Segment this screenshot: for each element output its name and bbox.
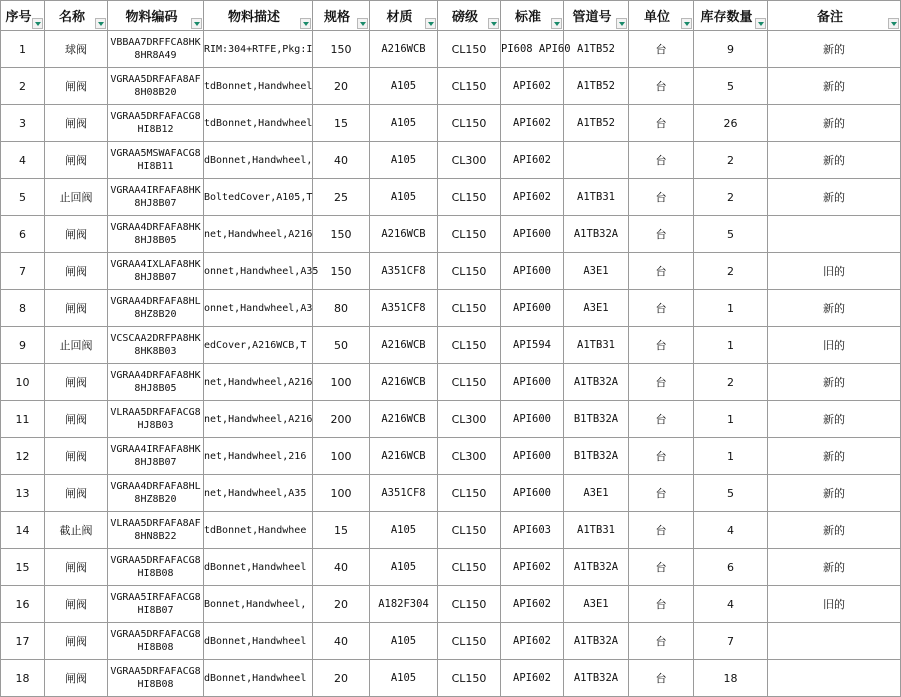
- cell-quantity[interactable]: 1: [694, 327, 768, 364]
- header-label: 库存数量: [700, 10, 753, 25]
- filter-dropdown-icon[interactable]: [191, 18, 202, 29]
- cell-standard[interactable]: API600: [501, 364, 564, 401]
- cell-code[interactable]: VBBAA7DRFFCA8HK8HR8A49: [108, 31, 204, 68]
- cell-size[interactable]: 200: [313, 401, 370, 438]
- cell-no[interactable]: 13: [1, 475, 45, 512]
- cell-unit[interactable]: 台: [629, 364, 694, 401]
- header-desc: [204, 1, 313, 31]
- cell-material[interactable]: A216WCB: [370, 327, 438, 364]
- cell-line-no[interactable]: A1TB32A: [564, 364, 629, 401]
- cell-name[interactable]: 闸阀: [45, 216, 108, 253]
- cell-desc[interactable]: tdBonnet,Handwheel: [204, 105, 313, 142]
- cell-class[interactable]: CL150: [438, 105, 501, 142]
- filter-dropdown-icon[interactable]: [681, 18, 692, 29]
- cell-code[interactable]: VGRAA4IRFAFA8HK8HJ8B07: [108, 179, 204, 216]
- header-code: [108, 1, 204, 31]
- cell-quantity[interactable]: 7: [694, 623, 768, 660]
- table-row: [1, 660, 901, 697]
- cell-standard[interactable]: API600: [501, 290, 564, 327]
- header-material: [370, 1, 438, 31]
- header-label: 物料编码: [125, 10, 178, 25]
- cell-size[interactable]: 20: [313, 586, 370, 623]
- cell-material[interactable]: A105: [370, 623, 438, 660]
- filter-dropdown-icon[interactable]: [357, 18, 368, 29]
- cell-quantity[interactable]: 4: [694, 512, 768, 549]
- cell-size[interactable]: 25: [313, 179, 370, 216]
- cell-line-no[interactable]: A1TB52: [564, 68, 629, 105]
- cell-remark[interactable]: 新的: [768, 549, 901, 586]
- cell-desc[interactable]: BoltedCover,A105,T: [204, 179, 313, 216]
- cell-desc[interactable]: dBonnet,Handwheel: [204, 660, 313, 697]
- header-size: [313, 1, 370, 31]
- cell-no[interactable]: 15: [1, 549, 45, 586]
- filter-dropdown-icon[interactable]: [888, 18, 899, 29]
- cell-line-no[interactable]: A1TB31: [564, 512, 629, 549]
- cell-line-no[interactable]: A1TB32A: [564, 549, 629, 586]
- cell-size[interactable]: 150: [313, 253, 370, 290]
- cell-remark[interactable]: 新的: [768, 364, 901, 401]
- cell-class[interactable]: CL300: [438, 438, 501, 475]
- cell-class[interactable]: CL150: [438, 623, 501, 660]
- filter-dropdown-icon[interactable]: [551, 18, 562, 29]
- cell-remark[interactable]: 旧的: [768, 253, 901, 290]
- cell-name[interactable]: 闸阀: [45, 438, 108, 475]
- cell-unit[interactable]: 台: [629, 290, 694, 327]
- cell-standard[interactable]: API602: [501, 586, 564, 623]
- cell-name[interactable]: 闸阀: [45, 586, 108, 623]
- cell-no[interactable]: 18: [1, 660, 45, 697]
- cell-unit[interactable]: 台: [629, 438, 694, 475]
- cell-material[interactable]: A105: [370, 549, 438, 586]
- cell-line-no[interactable]: A1TB32A: [564, 660, 629, 697]
- cell-standard[interactable]: API602: [501, 179, 564, 216]
- cell-unit[interactable]: 台: [629, 401, 694, 438]
- cell-line-no[interactable]: A1TB32A: [564, 623, 629, 660]
- cell-no[interactable]: 7: [1, 253, 45, 290]
- header-name: [45, 1, 108, 31]
- table-row: [1, 31, 901, 68]
- cell-size[interactable]: 15: [313, 512, 370, 549]
- cell-name[interactable]: 止回阀: [45, 179, 108, 216]
- cell-code[interactable]: VGRAA5DRFAFACG8HI8B08: [108, 549, 204, 586]
- cell-name[interactable]: 闸阀: [45, 475, 108, 512]
- header-label: 标准: [514, 10, 541, 25]
- cell-size[interactable]: 20: [313, 68, 370, 105]
- header-label: 单位: [643, 10, 670, 25]
- cell-name[interactable]: 闸阀: [45, 105, 108, 142]
- filter-dropdown-icon[interactable]: [425, 18, 436, 29]
- cell-desc[interactable]: net,Handwheel,A216: [204, 401, 313, 438]
- cell-size[interactable]: 100: [313, 475, 370, 512]
- cell-code[interactable]: VGRAA5DRFAFACG8HI8B12: [108, 105, 204, 142]
- cell-size[interactable]: 80: [313, 290, 370, 327]
- filter-dropdown-icon[interactable]: [95, 18, 106, 29]
- table-row: [1, 475, 901, 512]
- cell-unit[interactable]: 台: [629, 216, 694, 253]
- cell-no[interactable]: 5: [1, 179, 45, 216]
- cell-class[interactable]: CL300: [438, 401, 501, 438]
- table-row: [1, 105, 901, 142]
- table-row: [1, 179, 901, 216]
- table-row: [1, 623, 901, 660]
- cell-class[interactable]: CL150: [438, 586, 501, 623]
- cell-standard[interactable]: API602: [501, 142, 564, 179]
- table-row: [1, 68, 901, 105]
- cell-standard[interactable]: API602: [501, 68, 564, 105]
- cell-material[interactable]: A351CF8: [370, 253, 438, 290]
- cell-quantity[interactable]: 9: [694, 31, 768, 68]
- cell-unit[interactable]: 台: [629, 623, 694, 660]
- cell-desc[interactable]: Bonnet,Handwheel,: [204, 586, 313, 623]
- header-label: 管道号: [572, 10, 612, 25]
- cell-standard[interactable]: API602: [501, 623, 564, 660]
- cell-name[interactable]: 止回阀: [45, 327, 108, 364]
- cell-size[interactable]: 100: [313, 364, 370, 401]
- cell-line-no[interactable]: A1TB31: [564, 179, 629, 216]
- cell-remark[interactable]: 新的: [768, 68, 901, 105]
- cell-line-no[interactable]: A1TB52: [564, 31, 629, 68]
- cell-unit[interactable]: 台: [629, 327, 694, 364]
- header-remark: [768, 1, 901, 31]
- header-row: [1, 1, 901, 31]
- cell-line-no[interactable]: A1TB32A: [564, 216, 629, 253]
- header-quantity: [694, 1, 768, 31]
- cell-code[interactable]: VCSCAA2DRFPA8HK8HK8B03: [108, 327, 204, 364]
- cell-quantity[interactable]: 5: [694, 216, 768, 253]
- header-no: [1, 1, 45, 31]
- cell-material[interactable]: A105: [370, 512, 438, 549]
- cell-code[interactable]: VGRAA5IRFAFACG8HI8B07: [108, 586, 204, 623]
- table-row: [1, 438, 901, 475]
- cell-class[interactable]: CL150: [438, 327, 501, 364]
- cell-desc[interactable]: dBonnet,Handwheel: [204, 623, 313, 660]
- cell-line-no[interactable]: A3E1: [564, 586, 629, 623]
- cell-remark[interactable]: 新的: [768, 475, 901, 512]
- filter-dropdown-icon[interactable]: [616, 18, 627, 29]
- cell-size[interactable]: 40: [313, 142, 370, 179]
- cell-unit[interactable]: 台: [629, 142, 694, 179]
- cell-quantity[interactable]: 2: [694, 142, 768, 179]
- table-row: [1, 586, 901, 623]
- table-row: [1, 216, 901, 253]
- cell-standard[interactable]: API600: [501, 401, 564, 438]
- cell-remark[interactable]: 新的: [768, 179, 901, 216]
- table-row: [1, 549, 901, 586]
- cell-name[interactable]: 闸阀: [45, 401, 108, 438]
- cell-unit[interactable]: 台: [629, 179, 694, 216]
- cell-unit[interactable]: 台: [629, 475, 694, 512]
- cell-class[interactable]: CL150: [438, 68, 501, 105]
- cell-unit[interactable]: 台: [629, 549, 694, 586]
- cell-no[interactable]: 10: [1, 364, 45, 401]
- cell-desc[interactable]: tdBonnet,Handwhee: [204, 512, 313, 549]
- cell-unit[interactable]: 台: [629, 253, 694, 290]
- cell-code[interactable]: VGRAA5MSWAFACG8HI8B11: [108, 142, 204, 179]
- cell-code[interactable]: VGRAA5DRFAFACG8HI8B08: [108, 660, 204, 697]
- cell-remark[interactable]: 新的: [768, 105, 901, 142]
- cell-line-no[interactable]: A3E1: [564, 253, 629, 290]
- cell-quantity[interactable]: 5: [694, 68, 768, 105]
- cell-remark[interactable]: 新的: [768, 401, 901, 438]
- cell-size[interactable]: 15: [313, 105, 370, 142]
- cell-line-no[interactable]: B1TB32A: [564, 438, 629, 475]
- header-class: [438, 1, 501, 31]
- cell-name[interactable]: 闸阀: [45, 290, 108, 327]
- cell-standard[interactable]: PI608 API60: [501, 31, 564, 68]
- cell-quantity[interactable]: 2: [694, 179, 768, 216]
- cell-name[interactable]: 闸阀: [45, 660, 108, 697]
- cell-unit[interactable]: 台: [629, 660, 694, 697]
- cell-name[interactable]: 闸阀: [45, 549, 108, 586]
- filter-dropdown-icon[interactable]: [32, 18, 43, 29]
- cell-class[interactable]: CL150: [438, 216, 501, 253]
- cell-line-no[interactable]: [564, 142, 629, 179]
- cell-unit[interactable]: 台: [629, 586, 694, 623]
- cell-code[interactable]: VLRAA5DRFAFACG8HJ8B03: [108, 401, 204, 438]
- cell-size[interactable]: 40: [313, 549, 370, 586]
- cell-size[interactable]: 20: [313, 660, 370, 697]
- cell-class[interactable]: CL150: [438, 179, 501, 216]
- cell-class[interactable]: CL150: [438, 253, 501, 290]
- cell-line-no[interactable]: A3E1: [564, 290, 629, 327]
- cell-no[interactable]: 17: [1, 623, 45, 660]
- cell-code[interactable]: VGRAA5DRFAFA8AF8H08B20: [108, 68, 204, 105]
- filter-dropdown-icon[interactable]: [300, 18, 311, 29]
- cell-class[interactable]: CL150: [438, 364, 501, 401]
- cell-no[interactable]: 1: [1, 31, 45, 68]
- cell-quantity[interactable]: 5: [694, 475, 768, 512]
- header-label: 序号: [5, 10, 32, 25]
- cell-no[interactable]: 14: [1, 512, 45, 549]
- cell-desc[interactable]: RIM:304+RTFE,Pkg:I: [204, 31, 313, 68]
- cell-remark[interactable]: 旧的: [768, 327, 901, 364]
- cell-name[interactable]: 闸阀: [45, 68, 108, 105]
- cell-name[interactable]: 闸阀: [45, 623, 108, 660]
- cell-material[interactable]: A351CF8: [370, 290, 438, 327]
- cell-remark[interactable]: 新的: [768, 31, 901, 68]
- cell-class[interactable]: CL150: [438, 512, 501, 549]
- header-standard: [501, 1, 564, 31]
- cell-remark[interactable]: 新的: [768, 512, 901, 549]
- cell-class[interactable]: CL150: [438, 31, 501, 68]
- cell-desc[interactable]: net,Handwheel,216: [204, 438, 313, 475]
- header-label: 磅级: [451, 10, 478, 25]
- cell-size[interactable]: 150: [313, 216, 370, 253]
- cell-class[interactable]: CL150: [438, 549, 501, 586]
- cell-line-no[interactable]: A3E1: [564, 475, 629, 512]
- cell-name[interactable]: 闸阀: [45, 253, 108, 290]
- cell-quantity[interactable]: 18: [694, 660, 768, 697]
- table-row: [1, 253, 901, 290]
- cell-remark[interactable]: 新的: [768, 438, 901, 475]
- cell-material[interactable]: A105: [370, 68, 438, 105]
- cell-standard[interactable]: API600: [501, 438, 564, 475]
- header-line-no: [564, 1, 629, 31]
- cell-desc[interactable]: net,Handwheel,A216: [204, 216, 313, 253]
- cell-remark[interactable]: [768, 623, 901, 660]
- cell-standard[interactable]: API602: [501, 105, 564, 142]
- header-unit: [629, 1, 694, 31]
- cell-quantity[interactable]: 1: [694, 438, 768, 475]
- cell-standard[interactable]: API602: [501, 660, 564, 697]
- table-row: [1, 512, 901, 549]
- cell-line-no[interactable]: B1TB32A: [564, 401, 629, 438]
- cell-code[interactable]: VGRAA4DRFAFA8HK8HJ8B05: [108, 364, 204, 401]
- cell-quantity[interactable]: 2: [694, 253, 768, 290]
- cell-code[interactable]: VGRAA5DRFAFACG8HI8B08: [108, 623, 204, 660]
- cell-name[interactable]: 闸阀: [45, 364, 108, 401]
- cell-standard[interactable]: API602: [501, 549, 564, 586]
- cell-material[interactable]: A105: [370, 660, 438, 697]
- cell-code[interactable]: VGRAA4IXLAFA8HK8HJ8B07: [108, 253, 204, 290]
- cell-code[interactable]: VLRAA5DRFAFA8AF8HN8B22: [108, 512, 204, 549]
- header-label: 名称: [58, 10, 85, 25]
- cell-standard[interactable]: API600: [501, 475, 564, 512]
- cell-no[interactable]: 3: [1, 105, 45, 142]
- table-body: [1, 31, 901, 697]
- cell-remark[interactable]: 旧的: [768, 586, 901, 623]
- cell-desc[interactable]: net,Handwheel,A216: [204, 364, 313, 401]
- cell-standard[interactable]: API594: [501, 327, 564, 364]
- cell-unit[interactable]: 台: [629, 105, 694, 142]
- cell-standard[interactable]: API603: [501, 512, 564, 549]
- cell-material[interactable]: A182F304: [370, 586, 438, 623]
- cell-desc[interactable]: onnet,Handwheel,A35: [204, 253, 313, 290]
- cell-class[interactable]: CL150: [438, 475, 501, 512]
- cell-remark[interactable]: [768, 660, 901, 697]
- cell-quantity[interactable]: 4: [694, 586, 768, 623]
- cell-remark[interactable]: [768, 216, 901, 253]
- cell-no[interactable]: 2: [1, 68, 45, 105]
- cell-remark[interactable]: 新的: [768, 142, 901, 179]
- cell-size[interactable]: 150: [313, 31, 370, 68]
- table-row: [1, 290, 901, 327]
- cell-material[interactable]: A105: [370, 105, 438, 142]
- cell-class[interactable]: CL300: [438, 142, 501, 179]
- cell-code[interactable]: VGRAA4DRFAFA8HL8HZ8B20: [108, 290, 204, 327]
- cell-standard[interactable]: API600: [501, 253, 564, 290]
- table-row: [1, 401, 901, 438]
- cell-unit[interactable]: 台: [629, 512, 694, 549]
- cell-desc[interactable]: onnet,Handwheel,A3: [204, 290, 313, 327]
- cell-class[interactable]: CL150: [438, 660, 501, 697]
- cell-code[interactable]: VGRAA4IRFAFA8HK8HJ8B07: [108, 438, 204, 475]
- cell-size[interactable]: 40: [313, 623, 370, 660]
- cell-line-no[interactable]: A1TB52: [564, 105, 629, 142]
- cell-desc[interactable]: dBonnet,Handwheel,: [204, 142, 313, 179]
- cell-no[interactable]: 8: [1, 290, 45, 327]
- cell-no[interactable]: 4: [1, 142, 45, 179]
- cell-no[interactable]: 6: [1, 216, 45, 253]
- cell-no[interactable]: 11: [1, 401, 45, 438]
- table-row: [1, 327, 901, 364]
- cell-line-no[interactable]: A1TB31: [564, 327, 629, 364]
- cell-quantity[interactable]: 1: [694, 290, 768, 327]
- cell-name[interactable]: 截止阀: [45, 512, 108, 549]
- cell-quantity[interactable]: 1: [694, 401, 768, 438]
- header-label: 物料描述: [227, 10, 280, 25]
- cell-name[interactable]: 球阀: [45, 31, 108, 68]
- cell-unit[interactable]: 台: [629, 31, 694, 68]
- cell-class[interactable]: CL150: [438, 290, 501, 327]
- cell-code[interactable]: VGRAA4DRFAFA8HK8HJ8B05: [108, 216, 204, 253]
- cell-desc[interactable]: edCover,A216WCB,T: [204, 327, 313, 364]
- cell-material[interactable]: A216WCB: [370, 438, 438, 475]
- cell-no[interactable]: 12: [1, 438, 45, 475]
- table-row: [1, 142, 901, 179]
- cell-remark[interactable]: 新的: [768, 290, 901, 327]
- cell-name[interactable]: 闸阀: [45, 142, 108, 179]
- filter-dropdown-icon[interactable]: [488, 18, 499, 29]
- header-label: 规格: [323, 10, 350, 25]
- cell-quantity[interactable]: 26: [694, 105, 768, 142]
- cell-material[interactable]: A105: [370, 142, 438, 179]
- cell-material[interactable]: A216WCB: [370, 401, 438, 438]
- table-row: [1, 364, 901, 401]
- cell-material[interactable]: A216WCB: [370, 364, 438, 401]
- cell-desc[interactable]: tdBonnet,Handwheel: [204, 68, 313, 105]
- cell-no[interactable]: 16: [1, 586, 45, 623]
- cell-unit[interactable]: 台: [629, 68, 694, 105]
- cell-material[interactable]: A105: [370, 179, 438, 216]
- cell-material[interactable]: A216WCB: [370, 31, 438, 68]
- cell-material[interactable]: A216WCB: [370, 216, 438, 253]
- filter-dropdown-icon[interactable]: [755, 18, 766, 29]
- cell-no[interactable]: 9: [1, 327, 45, 364]
- header-label: 材质: [386, 10, 413, 25]
- cell-size[interactable]: 50: [313, 327, 370, 364]
- cell-code[interactable]: VGRAA4DRFAFA8HL8HZ8B20: [108, 475, 204, 512]
- cell-desc[interactable]: dBonnet,Handwheel: [204, 549, 313, 586]
- cell-material[interactable]: A351CF8: [370, 475, 438, 512]
- cell-quantity[interactable]: 2: [694, 364, 768, 401]
- cell-size[interactable]: 100: [313, 438, 370, 475]
- header-label: 备注: [816, 10, 843, 25]
- cell-standard[interactable]: API600: [501, 216, 564, 253]
- cell-desc[interactable]: net,Handwheel,A35: [204, 475, 313, 512]
- cell-quantity[interactable]: 6: [694, 549, 768, 586]
